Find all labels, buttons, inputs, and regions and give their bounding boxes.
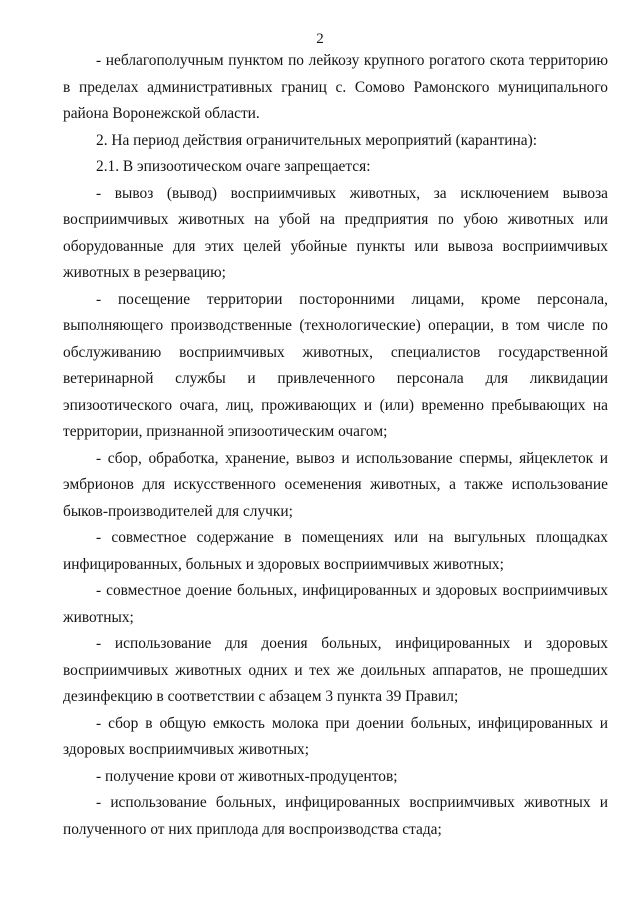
paragraph: - сбор в общую емкость молока при доении больных, инфицированных и здоровых восприимчивых животных; — [63, 714, 608, 758]
paragraph: - вывоз (вывод) восприимчивых животных, за исключением вывоза восприимчивых животных на убой на предприятия по убою животных или оборудованные для этих целей убойные пункты или вывоза восприимчивых животных в резервацию; — [63, 184, 608, 281]
paragraph: - неблагополучным пунктом по лейкозу крупного рогатого скота территорию в пределах административных границ с. Сомово Рамонского муниципального района Воронежской области. — [63, 52, 608, 122]
paragraph: - использование больных, инфицированных восприимчивых животных и полученного от них приплода для воспроизводства стада; — [63, 794, 608, 838]
paragraph: - сбор, обработка, хранение, вывоз и использование спермы, яйцеклеток и эмбрионов для искусственного осеменения животных, а также использование быков-производителей для случки; — [63, 449, 608, 520]
paragraph: 2.1. В эпизоотическом очаге запрещается: — [96, 158, 371, 175]
document-body — [63, 48, 608, 843]
paragraph: 2. На период действия ограничительных мероприятий (карантина): — [96, 131, 538, 149]
page-number: 2 — [316, 31, 324, 47]
paragraph: - использование для доения больных, инфицированных и здоровых восприимчивых животных одних и тех же доильных аппаратов, не прошедших дезинфекцию в соответствии с абзацем 3 пункта 39 Правил; — [63, 635, 608, 705]
paragraph: - совместное содержание в помещениях или на выгульных площадках инфицированных, больных и здоровых восприимчивых животных; — [63, 529, 608, 573]
paragraph: - совместное доение больных, инфицированных и здоровых восприимчивых животных; — [63, 582, 608, 626]
paragraph: - посещение территории посторонними лицами, кроме персонала, выполняющего производственные (технологические) операции, в том числе по обслуживанию восприимчивых животных, специалистов государственной ветеринарной службы и привлеченного персонала для ликвидации эпизоотического очага, лиц, проживающих и (или) временно пребывающих на территории, признанной эпизоотическим очагом; — [63, 290, 608, 440]
paragraph: - получение крови от животных-продуцентов; — [96, 767, 398, 785]
